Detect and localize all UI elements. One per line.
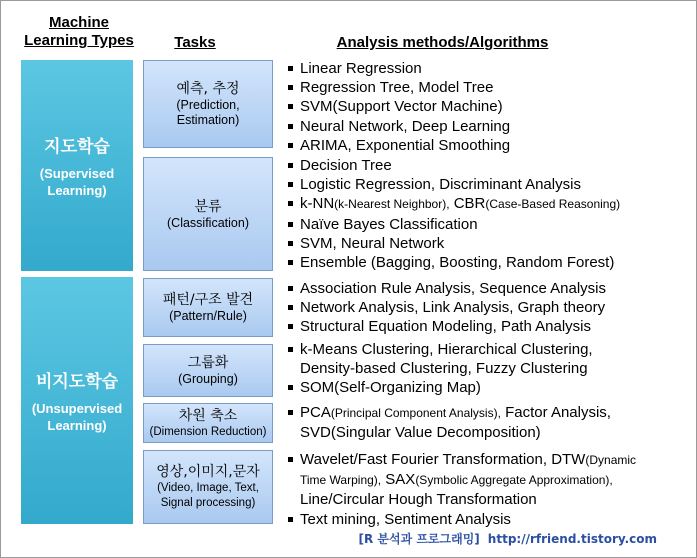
method-item: Linear Regression: [286, 59, 510, 78]
methods-pattern: [286, 279, 606, 337]
method-item: Neural Network, Deep Learning: [286, 117, 510, 136]
method-item: [286, 340, 593, 378]
method-item: Structural Equation Modeling, Path Analysis: [286, 317, 606, 336]
method-item: Regression Tree, Model Tree: [286, 78, 510, 97]
method-item: SVM, Neural Network: [286, 234, 620, 253]
task-pattern-en: (Pattern/Rule): [169, 309, 247, 323]
method-item: [286, 194, 620, 214]
type-supervised-ko: 지도학습: [44, 137, 110, 157]
task-prediction-ko: 예측, 추정: [176, 81, 240, 97]
method-item: [286, 450, 636, 510]
method-item: Ensemble (Bagging, Boosting, Random Forest): [286, 253, 620, 272]
method-item: Decision Tree: [286, 156, 620, 175]
method-item: Network Analysis, Link Analysis, Graph theory: [286, 298, 606, 317]
task-pattern: [143, 278, 273, 337]
method-sax: SAX: [385, 471, 416, 489]
task-classification: [143, 157, 273, 271]
method-pca-note: (Principal Component Analysis),: [330, 406, 501, 420]
method-item: SOM(Self-Organizing Map): [286, 378, 593, 397]
footer-credit: [358, 530, 657, 547]
type-unsupervised-ko: 비지도학습: [35, 372, 119, 392]
task-classification-en: (Classification): [167, 215, 249, 230]
task-dimension: [143, 403, 273, 443]
task-prediction: [143, 60, 273, 148]
header-types: Machine Learning Types: [24, 14, 134, 49]
task-grouping-ko: 그룹화: [187, 355, 229, 371]
method-knn-note: (k-Nearest Neighbor),: [334, 197, 450, 212]
method-wavelet: Wavelet/Fast Fourier Transformation, DTW: [300, 451, 586, 468]
method-kmeans-line2: Density-based Clustering, Fuzzy Clustering: [300, 360, 588, 378]
method-pca: PCA: [300, 404, 331, 421]
methods-dimension: [286, 403, 611, 442]
method-sax-note: (Symbolic Aggregate Approximation),: [415, 473, 613, 488]
method-item: Association Rule Analysis, Sequence Analysis: [286, 279, 606, 298]
footer-blog: [R 분석과 프로그래밍]: [358, 532, 480, 546]
method-kmeans-line1: k-Means Clustering, Hierarchical Clustering,: [300, 341, 593, 358]
method-item: [286, 403, 611, 442]
method-svd: SVD(Singular Value Decomposition): [300, 424, 541, 442]
type-unsupervised: [21, 277, 133, 524]
task-classification-ko: 분류: [194, 198, 222, 215]
type-supervised: [21, 60, 133, 271]
method-dtw-note: (Dynamic: [585, 453, 637, 467]
task-signal-en: (Video, Image, Text, Signal processing): [157, 482, 259, 509]
method-item: ARIMA, Exponential Smoothing: [286, 136, 510, 155]
task-dimension-ko: 차원 축소: [178, 407, 238, 424]
methods-prediction: [286, 59, 510, 155]
header-tasks: Tasks: [174, 34, 216, 51]
type-unsupervised-en: (Unsupervised Learning): [31, 401, 123, 433]
task-prediction-en: (Prediction, Estimation): [176, 98, 240, 127]
method-item: SVM(Support Vector Machine): [286, 97, 510, 116]
method-knn: k-NN: [300, 195, 335, 213]
footer-url[interactable]: http://rfriend.tistory.com: [487, 532, 657, 546]
method-item: Naïve Bayes Classification: [286, 215, 620, 234]
task-signal: [143, 450, 273, 524]
task-grouping-en: (Grouping): [178, 372, 238, 386]
task-signal-ko: 영상,이미지,문자: [156, 464, 260, 480]
task-pattern-ko: 패턴/구조 발견: [162, 292, 254, 308]
method-factor: Factor Analysis,: [505, 404, 611, 421]
method-hough: Line/Circular Hough Transformation: [300, 491, 537, 509]
method-item: Logistic Regression, Discriminant Analysis: [286, 175, 620, 194]
method-cbr-note: (Case-Based Reasoning): [485, 197, 621, 212]
methods-classification: [286, 156, 620, 272]
methods-grouping: [286, 340, 593, 398]
task-dimension-en: (Dimension Reduction): [149, 425, 267, 438]
method-item: Text mining, Sentiment Analysis: [286, 510, 636, 529]
header-methods: Analysis methods/Algorithms: [336, 34, 549, 51]
methods-signal: [286, 450, 636, 529]
type-supervised-en: (Supervised Learning): [39, 166, 115, 198]
method-cbr: CBR: [453, 195, 486, 213]
method-dtw-note-cont: Time Warping),: [300, 473, 382, 488]
task-grouping: [143, 344, 273, 397]
